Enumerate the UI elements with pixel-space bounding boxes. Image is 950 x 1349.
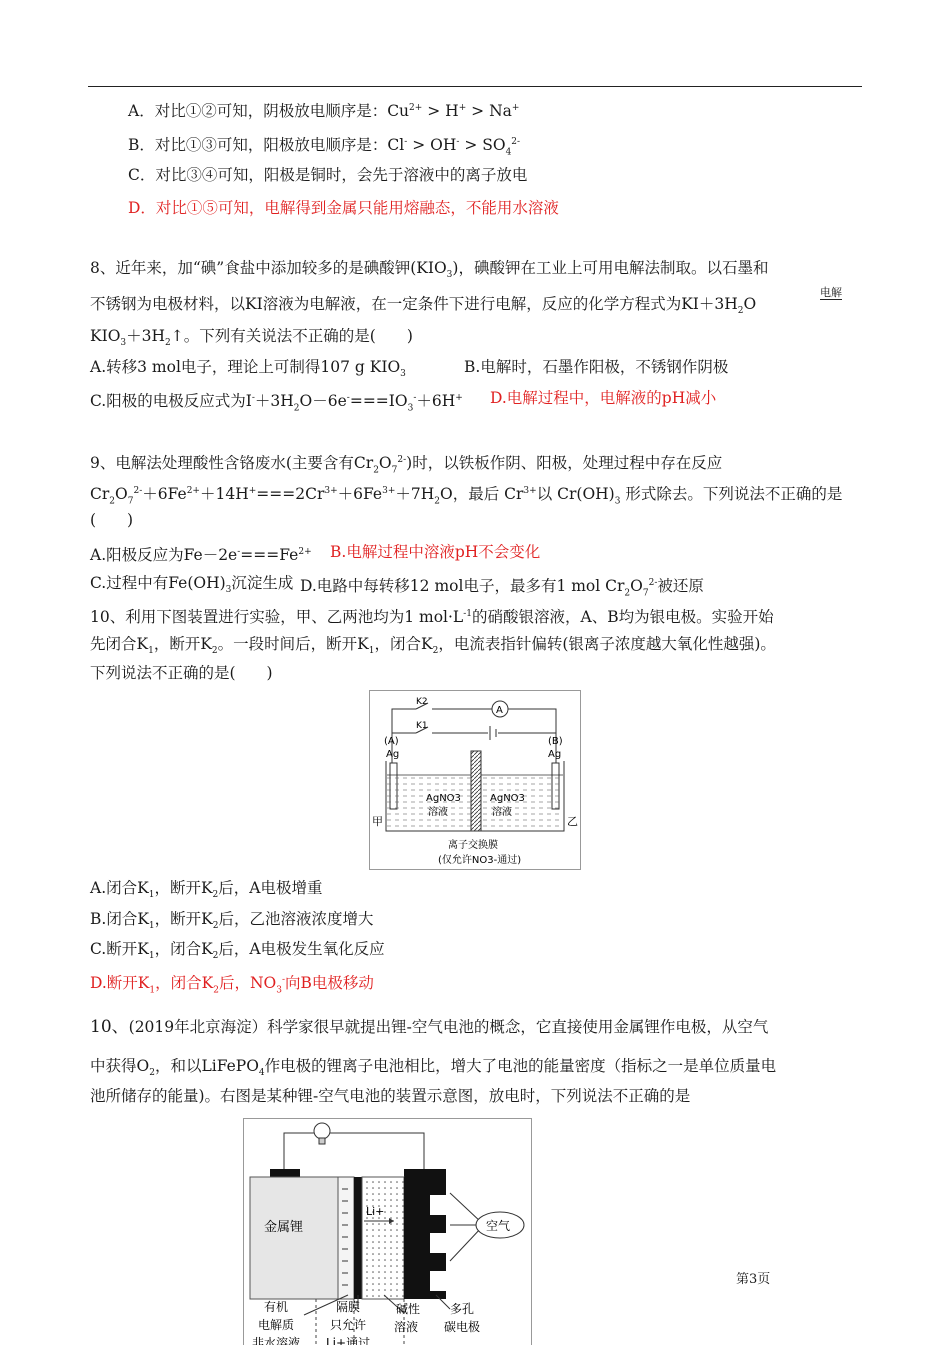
- q10-stem-line3: 下列说法不正确的是( ): [90, 664, 273, 682]
- lithium-air-battery-figure: [243, 1118, 532, 1345]
- ammeter-label: A: [496, 705, 503, 716]
- cell-jia-label: 甲: [372, 815, 383, 828]
- separator-label-1: 隔膜: [336, 1300, 361, 1314]
- q9-option-c: C.过程中有$Fe(OH)_3$沉淀生成: [90, 574, 294, 596]
- q11-stem-line3: 池所储存的能量)。右图是某种锂-空气电池的装置示意图，放电时，下列说法不正确的是: [90, 1087, 691, 1105]
- left-solution-formula: AgNO3: [426, 793, 461, 804]
- alkaline-solution-label-1: 碱性: [396, 1302, 421, 1316]
- q8-stem-line1: 8、近年来，加“碘”食盐中添加较多的是碘酸钾$(KIO_3)$，碘酸钾在工业上可用电解法制取。以石墨和: [90, 259, 769, 281]
- li-ion-label: Li+: [366, 1205, 385, 1218]
- q8-option-b: B.电解时，石墨作阳极，不锈钢作阴极: [464, 358, 729, 376]
- q8-option-d: D.电解过程中，电解液的pH减小: [490, 389, 717, 407]
- q11-number: 10、: [90, 1017, 129, 1037]
- q7-option-b: B．对比①③可知，阳极放电顺序是：$Cl^- > OH^- > SO_4^{2-}$: [128, 136, 521, 158]
- separator-label-3: Li+通过: [326, 1336, 371, 1345]
- organic-electrolyte-label-3: 非水溶液: [252, 1336, 301, 1345]
- electrode-b-ag: Ag: [548, 749, 562, 760]
- electrode-b-label: (B): [548, 736, 563, 747]
- organic-electrolyte-label-1: 有机: [264, 1300, 289, 1314]
- page-number: 第3页: [736, 1272, 771, 1287]
- porous-carbon-label-2: 碳电极: [444, 1320, 481, 1334]
- q10-stem-line1: 10、利用下图装置进行实验，甲、乙两池均为1 $mol\cdot L^{-1}$的硝酸银溶液，A、B均为银电极。实验开始: [90, 608, 774, 627]
- q9-stem-line3: ( ): [90, 511, 134, 529]
- q9-stem-line2: $Cr_2O_7^{2-}+6Fe^{2+}+14H^+===2Cr^{3+}+6Fe^{3+}+7H_2O$，最后 $Cr^{3+}$以 $Cr(OH)_3$ 形式除去。下列说法不正确的是: [90, 485, 843, 507]
- q10-stem-line2: 先闭合$K_1$，断开$K_2$。一段时间后，断开$K_1$，闭合$K_2$，电流表指针偏转(银离子浓度越大氧化性越强)。: [90, 635, 776, 657]
- metal-lithium-label: 金属锂: [264, 1220, 304, 1235]
- q11-stem-line2: 中获得$O_2$，和以LiFePO$_4$作电极的锂离子电池相比，增大了电池的能量密度（指标之一是单位质量电: [90, 1057, 777, 1079]
- air-label: 空气: [486, 1219, 511, 1233]
- q9-stem-line1: 9、电解法处理酸性含铬废水(主要含有$Cr_2O_7^{2-}$)时，以铁板作阴、阳极，处理过程中存在反应: [90, 454, 723, 476]
- q9-option-b: B.电解过程中溶液pH不会变化: [330, 543, 541, 561]
- q11-stem-line1: 10、(2019年北京海淀）科学家很早就提出锂-空气电池的概念，它直接使用金属锂作电极，从空气: [90, 1017, 769, 1037]
- q8-option-c: C.阳极的电极反应式为$I^-+3H_2O-6e^-===IO_3^-+6H^+$: [90, 392, 463, 414]
- q10-option-b: B.闭合$K_1$，断开$K_2$后，乙池溶液浓度增大: [90, 910, 374, 932]
- q7-option-c: C．对比③④可知，阳极是铜时，会先于溶液中的离子放电: [128, 166, 528, 184]
- q7-option-a: A．对比①②可知，阴极放电顺序是：$Cu^{2+} > H^+ > Na^+$: [128, 102, 520, 121]
- organic-electrolyte-label-2: 电解质: [258, 1318, 295, 1332]
- separator-label-2: 只允许: [330, 1318, 367, 1332]
- q10-option-a: A.闭合$K_1$，断开$K_2$后，A电极增重: [90, 879, 323, 901]
- q8-stem-line3: $KIO_3+3H_2↑$。下列有关说法不正确的是( ): [90, 327, 413, 349]
- membrane-note: (仅允许NO3-通过): [438, 855, 522, 866]
- cell-yi-label: 乙: [567, 815, 578, 828]
- q8-stem-line2: 不锈钢为电极材料，以KI溶液为电解液，在一定条件下进行电解，反应的化学方程式为$KI+3H_2O$: [90, 295, 757, 317]
- k2-label: K2: [416, 697, 428, 707]
- left-solution-label: 溶液: [428, 807, 448, 818]
- header-rule: [88, 86, 862, 87]
- q9-option-d: D.电路中每转移12 mol电子，最多有1 mol $Cr_2O_7^{2-}$被还原: [300, 577, 704, 599]
- q10-option-c: C.断开$K_1$，闭合$K_2$后，A电极发生氧化反应: [90, 940, 385, 962]
- q10-option-d: D.断开$K_1$，闭合$K_2$后，$NO_3^-$向B电极移动: [90, 974, 374, 996]
- q7-option-d: D．对比①⑤可知，电解得到金属只能用熔融态，不能用水溶液: [128, 199, 559, 217]
- electrolysis-apparatus-figure: [369, 690, 581, 870]
- electrode-a-ag: Ag: [386, 749, 400, 760]
- q8-option-a: A.转移3 mol电子，理论上可制得107 g $KIO_3$: [90, 358, 406, 380]
- k1-label: K1: [416, 721, 428, 731]
- alkaline-solution-label-2: 溶液: [394, 1320, 419, 1334]
- q9-option-a: A.阳极反应为$Fe-2e^-===Fe^{2+}$: [90, 546, 312, 565]
- right-solution-formula: AgNO3: [490, 793, 525, 804]
- porous-carbon-label-1: 多孔: [450, 1302, 475, 1316]
- electrode-a-label: (A): [384, 736, 399, 747]
- right-solution-label: 溶液: [492, 807, 512, 818]
- membrane-label: 离子交换膜: [448, 840, 498, 851]
- q8-condition: 电解: [820, 286, 842, 299]
